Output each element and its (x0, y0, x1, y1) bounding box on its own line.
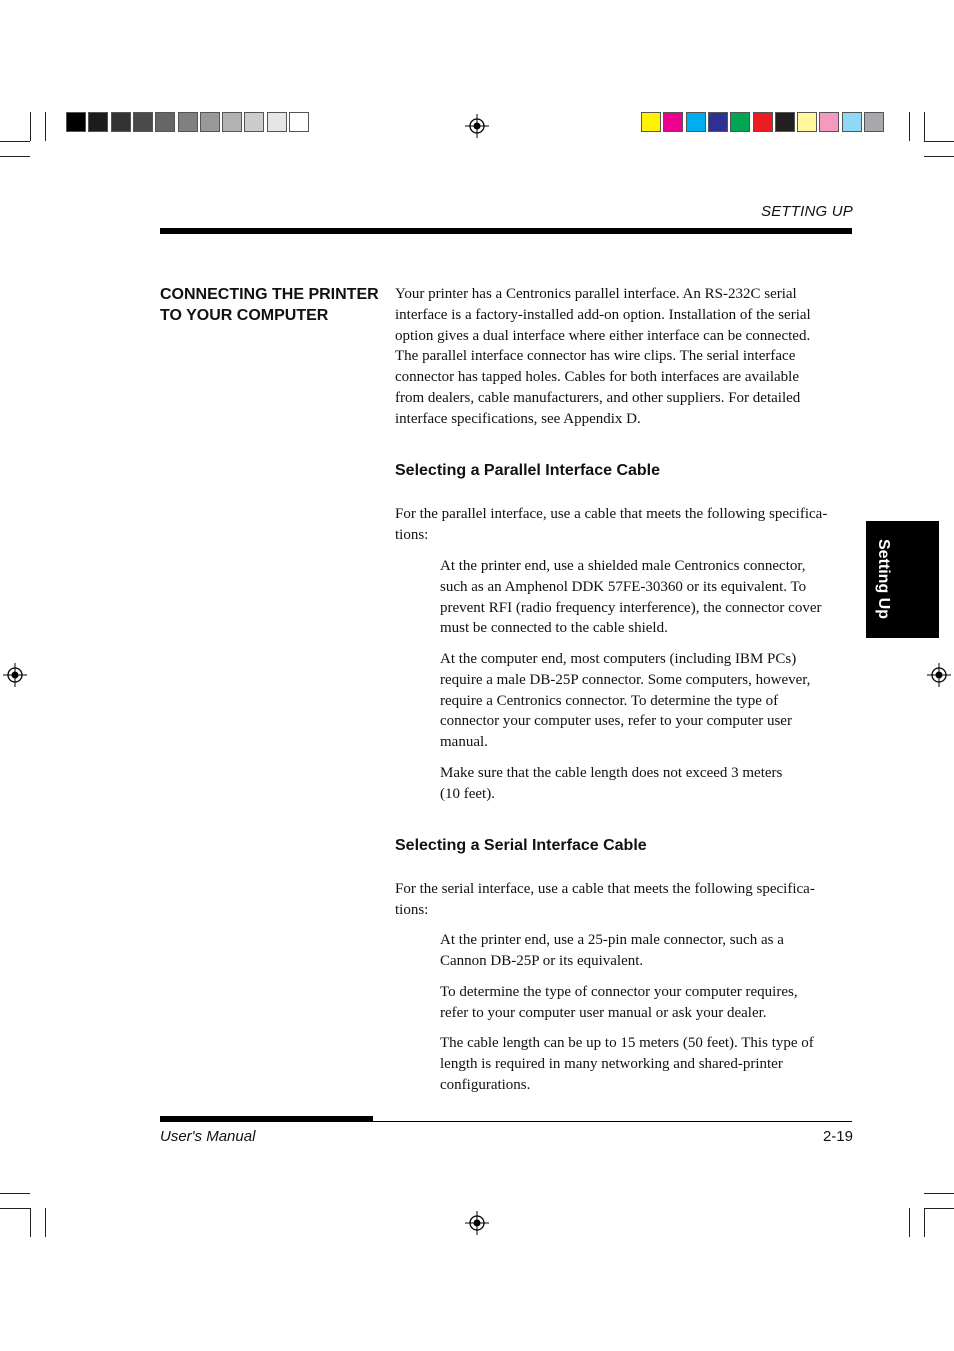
color-swatch (133, 112, 153, 132)
color-swatch (111, 112, 131, 132)
text-line: length is required in many networking and shared-printer (440, 1055, 783, 1072)
color-swatch (775, 112, 795, 132)
color-swatch (244, 112, 264, 132)
section-title-line: TO YOUR COMPUTER (160, 307, 329, 324)
text-line: For the parallel interface, use a cable that meets the following specifica- (395, 506, 828, 522)
text-line: At the printer end, use a shielded male Centronics connector, (440, 558, 806, 574)
registration-mark-icon (927, 663, 951, 687)
running-head: SETTING UP (760, 203, 853, 220)
parallel-heading: Selecting a Parallel Interface Cable (395, 462, 661, 479)
serial-item (440, 982, 850, 1024)
text-line: Make sure that the cable length does not exceed 3 meters (440, 765, 783, 781)
text-line: Your printer has a Centronics parallel interface. An RS-232C serial (395, 286, 797, 302)
side-tab-label: Setting Up (875, 539, 892, 619)
serial-item (440, 1033, 850, 1095)
text-line: connector your computer uses, refer to your computer user (440, 713, 792, 730)
text-line: At the printer end, use a 25-pin male connector, such as a (440, 932, 784, 948)
color-swatch (686, 112, 706, 132)
section-title (160, 284, 380, 326)
footer-rule (160, 1121, 852, 1122)
text-line: Cannon DB-25P or its equivalent. (440, 952, 644, 969)
text-line: The cable length can be up to 15 meters (50 feet). This type of (440, 1035, 814, 1051)
registration-mark-icon (465, 114, 489, 138)
section-title-line: CONNECTING THE PRINTER (160, 286, 379, 303)
color-swatch (753, 112, 773, 132)
intro-paragraph (395, 284, 855, 430)
text-line: interface is a factory-installed add-on option. Installation of the serial (395, 306, 811, 323)
text-line: The parallel interface connector has wire clips. The serial interface (395, 348, 796, 365)
parallel-item (440, 649, 850, 753)
parallel-item (440, 556, 850, 639)
text-line: tions: (395, 901, 429, 918)
color-swatch (708, 112, 728, 132)
parallel-intro (395, 504, 855, 546)
color-swatch (641, 112, 661, 132)
text-line: tions: (395, 526, 429, 543)
color-swatch (864, 112, 884, 132)
text-line: prevent RFI (radio frequency interference), the connector cover (440, 599, 822, 616)
text-line: require a Centronics connector. To determine the type of (440, 692, 779, 709)
text-line: For the serial interface, use a cable that meets the following specifica- (395, 881, 815, 897)
color-swatch (267, 112, 287, 132)
color-swatch (66, 112, 86, 132)
page-number: 2-19 (822, 1128, 853, 1145)
text-line: require a male DB-25P connector. Some computers, however, (440, 671, 811, 688)
chapter-side-tab (866, 521, 939, 638)
color-swatch (222, 112, 242, 132)
color-swatch (797, 112, 817, 132)
color-swatch (289, 112, 309, 132)
serial-heading: Selecting a Serial Interface Cable (395, 837, 647, 854)
color-swatch (178, 112, 198, 132)
text-line: interface specifications, see Appendix D. (395, 410, 641, 427)
header-rule (160, 228, 852, 234)
text-line: refer to your computer user manual or ask your dealer. (440, 1004, 767, 1021)
text-line: (10 feet). (440, 785, 495, 802)
parallel-item (440, 763, 850, 805)
serial-item (440, 930, 850, 972)
serial-intro (395, 879, 855, 921)
text-line: must be connected to the cable shield. (440, 620, 668, 637)
footer-manual-title: User's Manual (160, 1128, 256, 1145)
color-swatch (819, 112, 839, 132)
color-swatch (200, 112, 220, 132)
text-line: connector has tapped holes. Cables for both interfaces are available (395, 369, 799, 386)
text-line: configurations. (440, 1076, 531, 1093)
color-swatch (842, 112, 862, 132)
text-line: manual. (440, 734, 488, 751)
text-line: from dealers, cable manufacturers, and other suppliers. For detailed (395, 389, 801, 406)
color-swatch (88, 112, 108, 132)
registration-mark-icon (465, 1211, 489, 1235)
registration-mark-icon (3, 663, 27, 687)
color-swatch (155, 112, 175, 132)
text-line: option gives a dual interface where either interface can be connected. (395, 327, 811, 344)
text-line: At the computer end, most computers (including IBM PCs) (440, 651, 797, 667)
color-swatch (663, 112, 683, 132)
color-swatch (730, 112, 750, 132)
text-line: such as an Amphenol DDK 57FE-30360 or its equivalent. To (440, 578, 807, 595)
text-line: To determine the type of connector your computer requires, (440, 984, 798, 1000)
